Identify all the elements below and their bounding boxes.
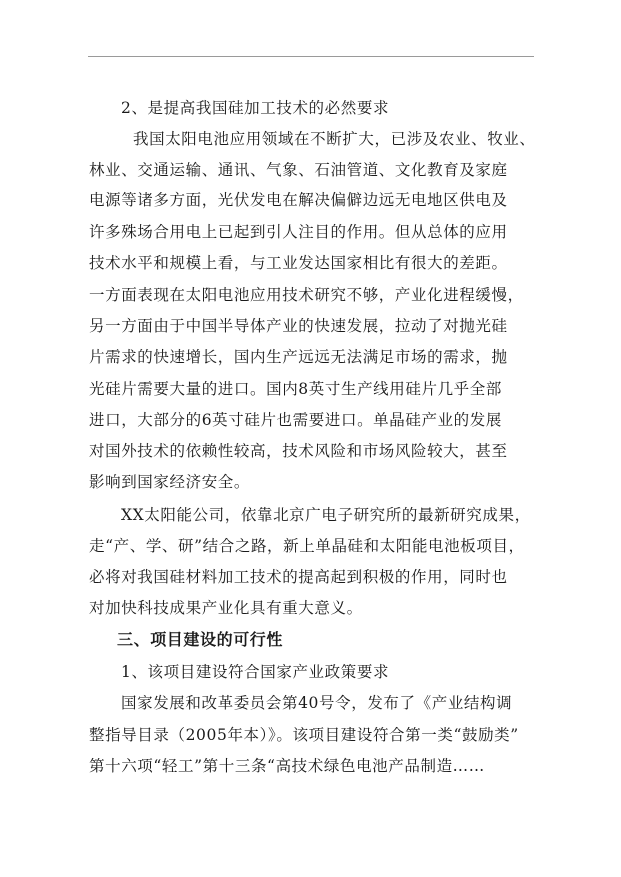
paragraph-1-line-1: 我国太阳电池应用领域在不断扩大，已涉及农业、牧业、: [133, 130, 536, 148]
paragraph-1-line-2: 林业、交通运输、通讯、气象、石油管道、文化教育及家庭: [89, 161, 508, 179]
subsection-2-title: 2、是提高我国硅加工技术的必然要求: [121, 99, 390, 117]
paragraph-1-line-7: 另一方面由于中国半导体产业的快速发展，拉动了对抛光硅: [89, 317, 508, 335]
paragraph-3-line-3: 第十六项“轻工”第十三条“高技术绿色电池产品制造……: [89, 757, 485, 775]
paragraph-2-line-1: XX太阳能公司，依靠北京广电子研究所的最新研究成果，: [121, 506, 531, 524]
paragraph-2-line-2: 走“产、学、研”结合之路，新上单晶硅和太阳能电池板项目，: [89, 537, 525, 555]
paragraph-1-line-11: 对国外技术的依赖性较高，技术风险和市场风险较大，甚至: [89, 442, 508, 460]
subsection-3-1-title: 1、该项目建设符合国家产业政策要求: [121, 663, 390, 681]
paragraph-1-line-5: 技术水平和规模上看，与工业发达国家相比有很大的差距。: [89, 254, 508, 272]
section-3-title: 三、项目建设的可行性: [117, 630, 284, 649]
paragraph-1-line-4: 许多殊场合用电上已起到引人注目的作用。但从总体的应用: [89, 223, 508, 241]
paragraph-2-line-3: 必将对我国硅材料加工技术的提高起到积极的作用，同时也: [89, 568, 508, 586]
paragraph-1-line-6: 一方面表现在太阳电池应用技术研究不够，产业化进程缓慢，: [89, 286, 524, 304]
paragraph-3-line-1: 国家发展和改革委员会第40号令，发布了《产业结构调: [121, 694, 513, 712]
paragraph-3-line-2: 整指导目录（2005年本）》。该项目建设符合第一类“鼓励类”: [89, 726, 519, 744]
paragraph-1-line-8: 片需求的快速增长，国内生产远远无法满足市场的需求，抛: [89, 348, 508, 366]
paragraph-1-line-12: 影响到国家经济安全。: [89, 473, 251, 491]
paragraph-1-line-3: 电源等诸多方面，光伏发电在解决偏僻边远无电地区供电及: [89, 191, 508, 209]
paragraph-2-line-4: 对加快科技成果产业化具有重大意义。: [89, 599, 363, 617]
paragraph-1-line-10: 进口，大部分的6英寸硅片也需要进口。单晶硅产业的发展: [89, 411, 502, 429]
paragraph-1-line-9: 光硅片需要大量的进口。国内8英寸生产线用硅片几乎全部: [89, 380, 502, 398]
header-rule: [88, 56, 534, 57]
